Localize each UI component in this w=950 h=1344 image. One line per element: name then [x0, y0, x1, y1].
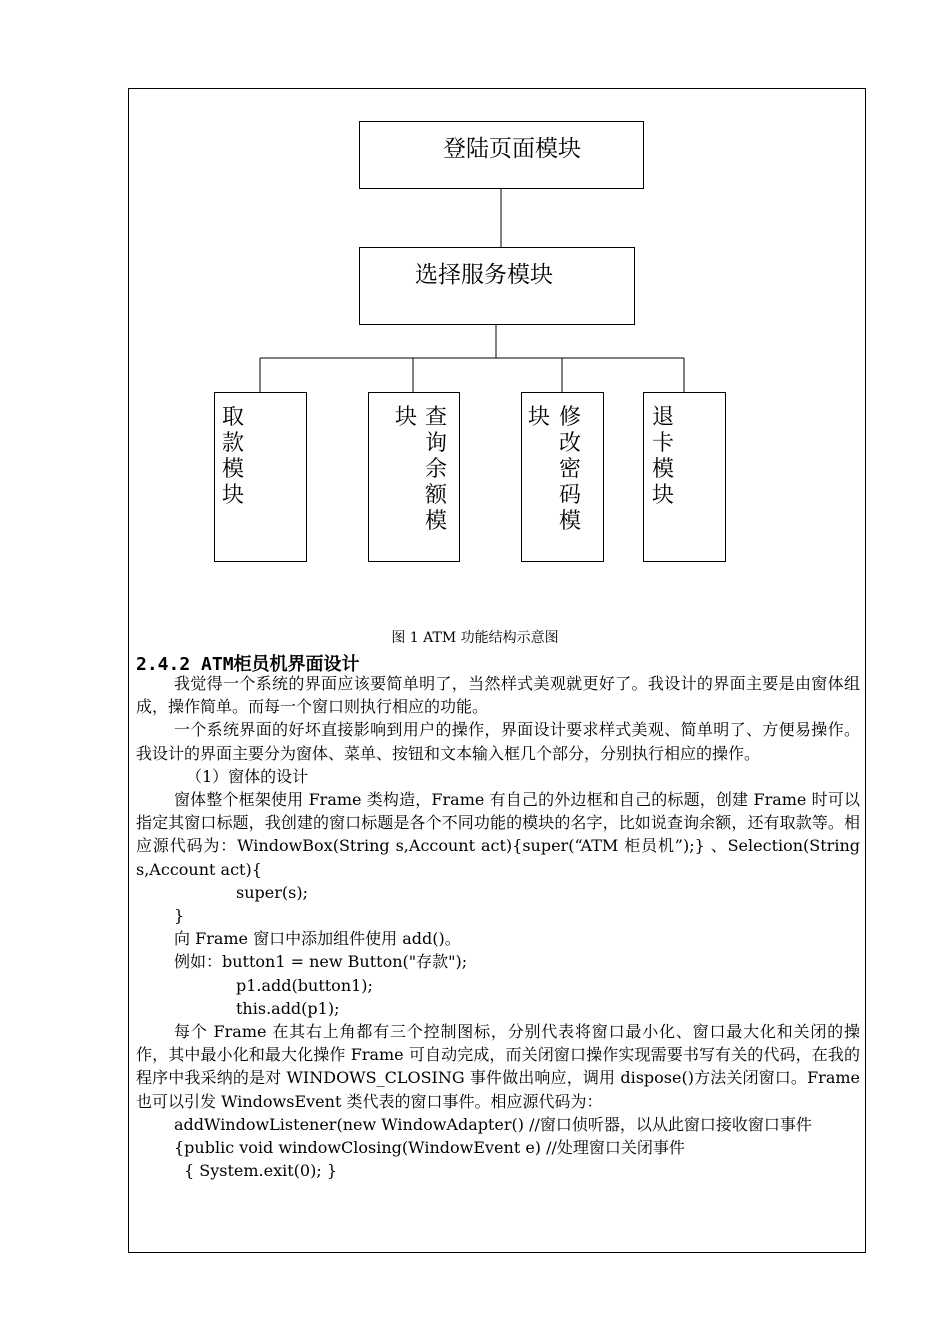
login-module-box: [359, 121, 644, 189]
paragraph: 一个系统界面的好坏直接影响到用户的操作，界面设计要求样式美观、简单明了、方便易操作。我设计的界面主要分为窗体、菜单、按钮和文本输入框几个部分，分别执行相应的操作。: [136, 720, 860, 763]
withdraw-char: 款: [221, 431, 244, 456]
eject-char: 块: [651, 483, 674, 508]
balance-char: 额: [424, 483, 447, 508]
balance-char: 模: [424, 509, 447, 534]
code-line: {public void windowClosing(WindowEvent e) //处理窗口关闭事件: [174, 1138, 685, 1158]
atm-structure-diagram: [0, 0, 950, 640]
withdraw-char: 取: [221, 405, 244, 430]
balance-char: 查: [424, 405, 447, 430]
select-service-label: 选择服务模块: [415, 262, 553, 288]
paragraph: 每个 Frame 在其右上角都有三个控制图标，分别代表将窗口最小化、窗口最大化和关闭的操作，其中最小化和最大化操作 Frame 可自动完成，而关闭窗口操作实现需要书写有关的代码，在我的程序中我采纳的是对 WINDOWS_CLOSING 事件做出响应，调用 dispose()方法关闭窗口。Frame 也可以引发 WindowsEvent 类代表的窗口事件。相应源代码为：: [136, 1022, 860, 1111]
code-line: super(s);: [236, 882, 308, 902]
login-module-label: 登陆页面模块: [443, 136, 581, 162]
section-body: [136, 672, 860, 1182]
password-side-char: 块: [528, 405, 551, 430]
eject-char: 模: [651, 457, 674, 482]
balance-char: 询: [424, 431, 447, 456]
change-password-module-box: [521, 392, 604, 562]
subheading: （1）窗体的设计: [186, 766, 309, 786]
password-char: 密: [558, 457, 581, 482]
code-line: p1.add(button1);: [236, 975, 373, 995]
paragraph: 窗体整个框架使用 Frame 类构造，Frame 有自己的外边框和自己的标题，创建 Frame 时可以指定其窗口标题，我创建的窗口标题是各个不同功能的模块的名字，比如说查询余额，还有取款等。相应源代码为：WindowBox(String s,Account act){super(“ATM 柜员机”);} 、Selection(String s,Account act){: [136, 790, 860, 879]
withdraw-char: 模: [221, 457, 244, 482]
password-char: 修: [558, 405, 581, 430]
balance-side-char: 块: [395, 405, 418, 430]
paragraph: 向 Frame 窗口中添加组件使用 add()。: [174, 929, 461, 949]
balance-char: 余: [424, 457, 447, 482]
code-line: addWindowListener(new WindowAdapter() //窗口侦听器，以从此窗口接收窗口事件: [174, 1114, 812, 1134]
section-heading: 2.4.2 ATM柜员机界面设计: [136, 654, 360, 675]
password-char: 模: [558, 509, 581, 534]
balance-query-module-box: [368, 392, 460, 562]
paragraph: 例如：button1 = new Button("存款");: [174, 952, 468, 972]
password-char: 改: [558, 431, 581, 456]
eject-card-module-box: [643, 392, 726, 562]
eject-char: 卡: [651, 431, 674, 456]
code-line: this.add(p1);: [236, 998, 340, 1018]
figure-caption: 图 1 ATM 功能结构示意图: [391, 630, 559, 646]
code-line: }: [174, 906, 185, 926]
select-service-box: [359, 247, 635, 325]
paragraph: 我觉得一个系统的界面应该要简单明了，当然样式美观就更好了。我设计的界面主要是由窗体组成，操作简单。而每一个窗口则执行相应的功能。: [136, 674, 860, 717]
withdraw-module-box: [214, 392, 307, 562]
withdraw-char: 块: [221, 483, 244, 508]
eject-char: 退: [651, 405, 674, 430]
code-line: { System.exit(0); }: [184, 1161, 337, 1181]
password-char: 码: [558, 483, 581, 508]
